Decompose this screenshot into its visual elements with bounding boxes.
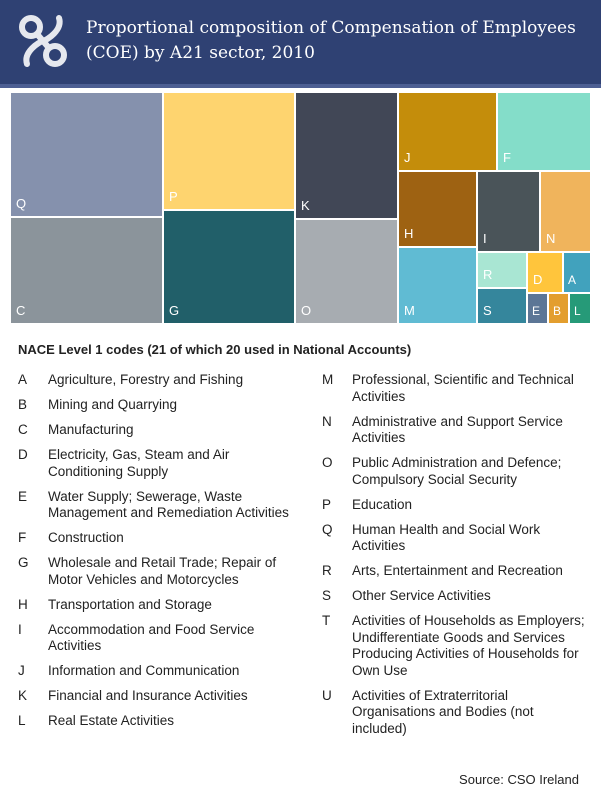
legend-code: O [322, 455, 333, 470]
legend-code: Q [322, 521, 333, 537]
legend-item [322, 372, 592, 405]
legend-item [322, 455, 592, 488]
treemap-tile-a [563, 252, 591, 293]
legend-code: S [322, 588, 332, 603]
legend-desc: Administrative and Support Service Activities [352, 413, 563, 445]
legend-desc: Arts, Entertainment and Recreation [352, 563, 563, 578]
legend-desc: Manufacturing [48, 422, 134, 437]
legend-code: H [18, 596, 28, 612]
legend-desc: Construction [48, 530, 124, 545]
legend-title: NACE Level 1 codes (21 of which 20 used in National Accounts) [18, 342, 412, 357]
legend-code: P [322, 496, 332, 512]
legend-column-right [322, 372, 592, 746]
treemap-tile-label: G [169, 303, 180, 318]
treemap-tile-label: F [503, 150, 511, 165]
treemap-tile-m [398, 247, 477, 324]
treemap-tile-r [477, 252, 527, 288]
legend-desc: Accommodation and Food Service Activities [48, 621, 255, 653]
legend-code: L [18, 713, 26, 728]
legend-item [18, 489, 303, 522]
legend-desc: Transportation and Storage [48, 596, 212, 612]
legend-code: M [322, 372, 334, 387]
treemap-tile-p [163, 92, 295, 210]
header-divider [0, 84, 601, 88]
legend-code: N [322, 413, 332, 429]
treemap-tile-label: E [532, 304, 541, 318]
legend-desc: Other Service Activities [352, 588, 491, 603]
treemap-tile-label: O [301, 303, 312, 318]
legend-desc: Activities of Households as Employers; Undifferentiate Goods and Services Producing Activities of Households for Own Use [352, 613, 585, 678]
legend-code: A [18, 372, 28, 387]
legend-item [322, 414, 592, 447]
legend-code: D [18, 447, 28, 462]
legend-item [18, 555, 303, 588]
treemap-tile-k [295, 92, 398, 219]
treemap-tile-label: B [553, 304, 562, 318]
legend-desc: Public Administration and Defence; Compulsory Social Security [352, 455, 562, 487]
legend-item [18, 397, 303, 414]
legend-item [18, 372, 303, 389]
legend-code: E [18, 488, 28, 504]
treemap-tile-c [10, 217, 163, 324]
legend-desc: Agriculture, Forestry and Fishing [48, 372, 244, 387]
legend-desc: Financial and Insurance Activities [48, 688, 248, 703]
treemap-tile-label: N [546, 231, 556, 246]
legend-item [18, 663, 303, 680]
treemap-tile-g [163, 210, 295, 324]
cso-logo-icon [15, 12, 71, 70]
legend-code: B [18, 397, 28, 412]
legend-item [322, 613, 592, 679]
treemap-tile-b [548, 293, 569, 324]
legend-item [18, 713, 303, 730]
legend-item [322, 497, 592, 514]
treemap-tile-h [398, 171, 477, 247]
treemap-tile-label: L [574, 304, 581, 318]
legend-desc: Human Health and Social Work Activities [352, 521, 541, 553]
legend-code: J [18, 663, 25, 678]
legend-desc: Real Estate Activities [48, 713, 175, 728]
legend-desc: Activities of Extraterritorial Organisations and Bodies (not included) [352, 687, 534, 736]
legend-item [18, 447, 303, 480]
treemap-tile-label: C [16, 303, 26, 318]
treemap-tile-label: M [404, 303, 415, 318]
treemap-tile-s [477, 288, 527, 324]
treemap-tile-label: K [301, 198, 310, 213]
header-banner [0, 0, 601, 84]
legend-desc: Education [352, 496, 413, 512]
legend-desc: Information and Communication [48, 663, 240, 678]
legend-item [18, 622, 303, 655]
legend-item [322, 588, 592, 605]
treemap-tile-l [569, 293, 591, 324]
legend-code: I [18, 621, 22, 637]
legend-code: K [18, 688, 28, 703]
legend-desc: Electricity, Gas, Steam and Air Conditioning Supply [48, 447, 230, 479]
treemap-tile-label: Q [16, 196, 27, 211]
treemap-tile-f [497, 92, 591, 171]
treemap-tile-label: P [169, 189, 178, 204]
legend-item [322, 563, 592, 580]
legend-item [18, 688, 303, 705]
treemap [0, 90, 601, 326]
legend-desc: Mining and Quarrying [48, 397, 178, 412]
chart-title: Proportional composition of Compensation of Employees (COE) by A21 sector, 2010 [86, 18, 576, 63]
legend-desc: Water Supply; Sewerage, Waste Management and Remediation Activities [48, 488, 289, 520]
treemap-tile-o [295, 219, 398, 324]
treemap-tile-n [540, 171, 591, 252]
treemap-tile-d [527, 252, 563, 293]
legend-code: T [322, 613, 331, 628]
legend-item [322, 688, 592, 738]
treemap-tile-j [398, 92, 497, 171]
legend-code: G [18, 555, 29, 570]
treemap-tile-label: I [483, 231, 487, 246]
legend-desc: Professional, Scientific and Technical Activities [352, 372, 574, 404]
legend-item [322, 522, 592, 555]
legend-code: C [18, 422, 28, 437]
treemap-tile-label: A [568, 273, 577, 287]
treemap-tile-label: D [533, 272, 543, 287]
legend-column-left [18, 372, 303, 738]
source-note: Source: CSO Ireland [459, 772, 579, 787]
legend-item [18, 597, 303, 614]
treemap-tile-label: J [404, 150, 411, 165]
treemap-tile-label: H [404, 226, 414, 241]
treemap-tile-label: R [483, 267, 493, 282]
legend-item [18, 422, 303, 439]
legend-item [18, 530, 303, 547]
legend-code: U [322, 687, 332, 703]
treemap-tile-e [527, 293, 548, 324]
legend-desc: Wholesale and Retail Trade; Repair of Motor Vehicles and Motorcycles [48, 555, 277, 587]
treemap-tile-label: S [483, 303, 492, 318]
treemap-tile-q [10, 92, 163, 217]
legend-code: R [322, 563, 332, 578]
legend-code: F [18, 530, 27, 545]
treemap-tile-i [477, 171, 540, 252]
